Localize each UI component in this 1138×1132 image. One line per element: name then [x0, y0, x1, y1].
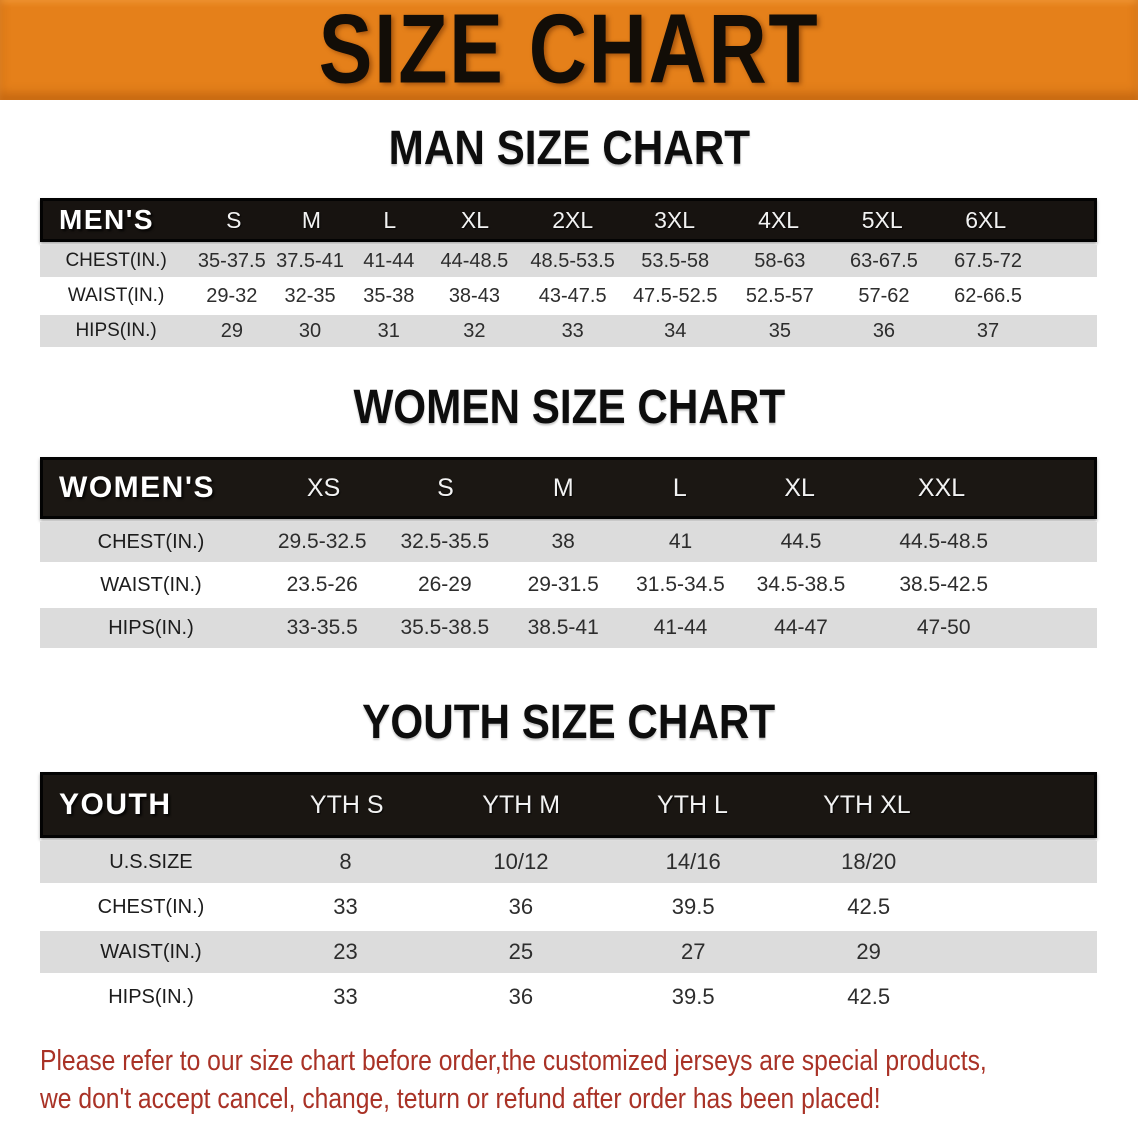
table-cell: 8 — [339, 849, 352, 874]
table-cell: 37.5-41 — [276, 249, 344, 272]
table-cell: 29.5-32.5 — [277, 530, 367, 553]
table-cell: 37 — [976, 319, 1000, 342]
men-size-table — [40, 198, 1097, 347]
table-cell: 47.5-52.5 — [632, 284, 718, 307]
column-header-yth-m: YTH M — [482, 790, 561, 819]
table-cell: 31 — [377, 319, 400, 342]
column-header-6xl: 6XL — [965, 206, 1007, 233]
row-label-chest: CHEST(IN.) — [65, 250, 167, 271]
table-cell: 10/12 — [493, 849, 549, 874]
table-cell: 35-38 — [363, 284, 415, 307]
column-header-s: S — [437, 473, 454, 502]
table-cell: 29-32 — [206, 284, 258, 307]
table-cell: 33 — [561, 319, 584, 342]
women-size-table — [40, 457, 1097, 648]
table-cell: 39.5 — [671, 984, 715, 1009]
column-header-s: S — [226, 206, 242, 233]
row-label-chest: CHEST(IN.) — [97, 895, 205, 918]
table-cell: 23 — [333, 939, 358, 964]
youth-hips-row — [40, 976, 1097, 1018]
youth-section-title-text: YOUTH SIZE CHART — [362, 696, 776, 749]
women-section-title — [0, 381, 1138, 434]
table-cell: 41-44 — [363, 249, 415, 272]
column-header-5xl: 5XL — [861, 206, 903, 233]
men-hips-row — [40, 315, 1097, 347]
men-section-title-text: MAN SIZE CHART — [388, 122, 750, 175]
row-label-waist: WAIST(IN.) — [100, 573, 202, 596]
table-cell: 34.5-38.5 — [756, 573, 846, 596]
disclaimer-line-1: Please refer to our size chart before order,the customized jerseys are special products, — [40, 1045, 987, 1077]
table-cell: 31.5-34.5 — [636, 573, 725, 596]
column-header-yth-l: YTH L — [657, 790, 728, 819]
table-cell: 35-37.5 — [197, 249, 266, 272]
table-cell: 23.5-26 — [286, 573, 358, 596]
men-section-title — [0, 122, 1138, 175]
table-cell: 52.5-57 — [745, 284, 814, 307]
table-cell: 36 — [872, 319, 896, 342]
row-label-hips: HIPS(IN.) — [108, 616, 194, 639]
table-cell: 58-63 — [754, 249, 806, 272]
table-cell: 35.5-38.5 — [400, 616, 490, 639]
table-cell: 33 — [333, 894, 358, 919]
youth-section-title — [0, 696, 1138, 749]
table-cell: 34 — [664, 319, 687, 342]
table-cell: 33 — [333, 984, 358, 1009]
table-cell: 63-67.5 — [850, 249, 918, 272]
men-waist-row — [40, 280, 1097, 312]
table-cell: 44.5 — [780, 530, 822, 553]
men-table-header-row — [40, 198, 1097, 242]
table-cell: 30 — [298, 319, 322, 342]
row-label-us-size: U.S.SIZE — [109, 850, 193, 873]
row-label-waist: WAIST(IN.) — [67, 285, 165, 306]
table-cell: 32 — [463, 319, 486, 342]
row-label-chest: CHEST(IN.) — [97, 530, 205, 553]
youth-size-table — [40, 772, 1097, 1018]
women-chest-row — [40, 522, 1097, 562]
youth-table-header-row — [40, 772, 1097, 838]
table-cell: 44.5-48.5 — [899, 530, 989, 553]
column-header-l: L — [672, 473, 687, 502]
size-chart-banner — [0, 0, 1138, 105]
row-label-waist: WAIST(IN.) — [100, 940, 202, 963]
table-cell: 47-50 — [916, 616, 971, 639]
column-header-m: M — [552, 473, 574, 502]
table-cell: 32.5-35.5 — [400, 530, 490, 553]
table-cell: 26-29 — [417, 573, 472, 596]
column-header-2xl: 2XL — [552, 206, 594, 233]
table-cell: 29 — [220, 319, 243, 342]
men-table-corner-label: MEN'S — [59, 204, 155, 235]
youth-ussize-row — [40, 841, 1097, 883]
row-label-hips: HIPS(IN.) — [108, 985, 194, 1008]
table-cell: 67.5-72 — [954, 249, 1022, 272]
table-cell: 38.5-41 — [527, 616, 599, 639]
table-cell: 57-62 — [858, 284, 910, 307]
column-header-yth-xl: YTH XL — [823, 790, 911, 819]
youth-chest-row — [40, 886, 1097, 928]
table-cell: 39.5 — [671, 894, 715, 919]
women-table-header-row — [40, 457, 1097, 519]
table-cell: 62-66.5 — [954, 284, 1022, 307]
women-waist-row — [40, 565, 1097, 605]
table-cell: 42.5 — [847, 984, 891, 1009]
column-header-yth-s: YTH S — [309, 790, 384, 819]
table-cell: 18/20 — [841, 849, 897, 874]
table-cell: 53.5-58 — [641, 249, 710, 272]
men-chest-row — [40, 245, 1097, 277]
table-cell: 35 — [768, 319, 791, 342]
table-cell: 48.5-53.5 — [530, 249, 615, 272]
row-label-hips: HIPS(IN.) — [75, 320, 157, 341]
table-cell: 38 — [551, 530, 575, 553]
column-header-xl: XL — [784, 473, 815, 502]
column-header-xxl: XXL — [917, 473, 966, 502]
table-cell: 14/16 — [665, 849, 721, 874]
table-cell: 27 — [680, 939, 706, 964]
column-header-4xl: 4XL — [758, 206, 800, 233]
table-cell: 42.5 — [847, 894, 891, 919]
women-hips-row — [40, 608, 1097, 648]
table-cell: 44-48.5 — [440, 249, 509, 272]
table-cell: 41-44 — [653, 616, 708, 639]
table-cell: 41 — [668, 530, 693, 553]
table-cell: 32-35 — [284, 284, 336, 307]
column-header-xl: XL — [460, 206, 489, 233]
table-cell: 29 — [856, 939, 881, 964]
women-section-title-text: WOMEN SIZE CHART — [353, 381, 785, 434]
table-cell: 44-47 — [774, 616, 828, 639]
table-cell: 33-35.5 — [286, 616, 358, 639]
table-cell: 36 — [508, 984, 534, 1009]
youth-table-corner-label: YOUTH — [59, 788, 172, 821]
column-header-m: M — [301, 206, 322, 233]
table-cell: 29-31.5 — [527, 573, 599, 596]
youth-waist-row — [40, 931, 1097, 973]
column-header-l: L — [383, 206, 397, 233]
disclaimer-line-2: we don't accept cancel, change, teturn or refund after order has been placed! — [40, 1083, 881, 1116]
disclaimer-text — [40, 1042, 1138, 1119]
table-cell: 38-43 — [448, 284, 500, 307]
table-cell: 38.5-42.5 — [899, 573, 989, 596]
column-header-3xl: 3XL — [654, 206, 696, 233]
table-cell: 36 — [508, 894, 534, 919]
women-table-corner-label: WOMEN'S — [59, 471, 215, 504]
table-cell: 43-47.5 — [538, 284, 607, 307]
column-header-xs: XS — [306, 473, 341, 502]
page-title: SIZE CHART — [318, 0, 820, 105]
table-cell: 25 — [508, 939, 534, 964]
